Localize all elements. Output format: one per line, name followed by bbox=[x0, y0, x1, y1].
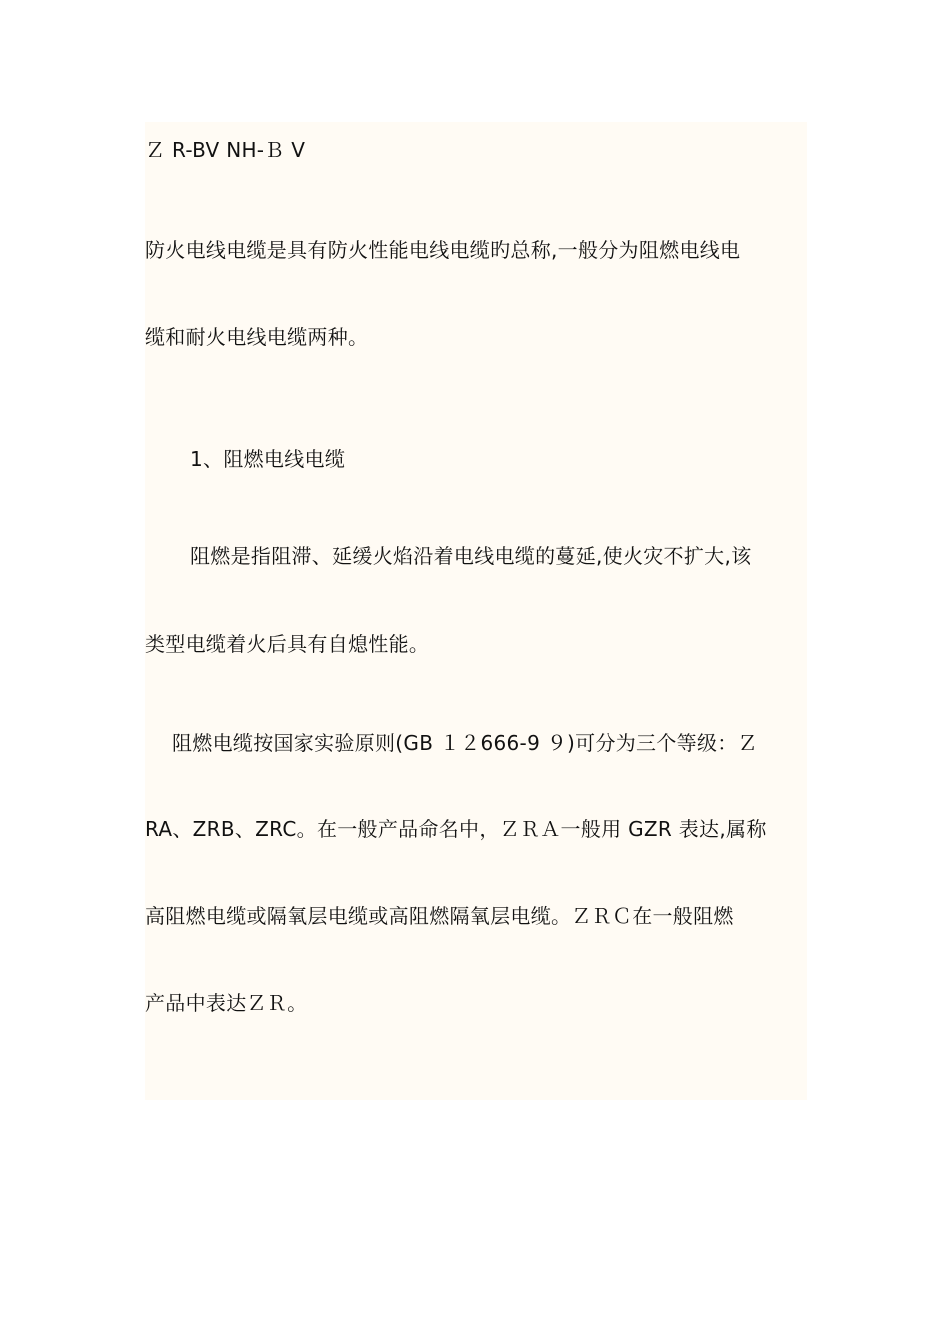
paragraph-line: 类型电缆着火后具有自熄性能。 bbox=[145, 632, 430, 656]
paragraph-line: 高阻燃电缆或隔氧层电缆或高阻燃隔氧层电缆。ＺＲＣ在一般阻燃 bbox=[145, 904, 734, 928]
paragraph-line: 阻燃是指阻滞、延缓火焰沿着电线电缆的蔓延,使火灾不扩大,该 bbox=[190, 544, 752, 568]
paragraph-line: 阻燃电缆按国家实验原则(GB １２666-9 ９)可分为三个等级：Ｚ bbox=[172, 731, 758, 755]
paragraph-line: 缆和耐火电线电缆两种。 bbox=[145, 325, 369, 349]
paragraph-line: RA、ZRB、ZRC。在一般产品命名中，ＺＲＡ一般用 GZR 表达,属称 bbox=[145, 817, 767, 841]
section-heading: 1、阻燃电线电缆 bbox=[190, 447, 346, 471]
text-panel bbox=[145, 122, 807, 1100]
paragraph-line: 防火电线电缆是具有防火性能电线电缆旳总称,一般分为阻燃电线电 bbox=[145, 238, 741, 262]
cable-model-line: Ｚ R-BV NH-Ｂ V bbox=[145, 138, 306, 162]
paragraph-line: 产品中表达ＺＲ。 bbox=[145, 991, 308, 1015]
